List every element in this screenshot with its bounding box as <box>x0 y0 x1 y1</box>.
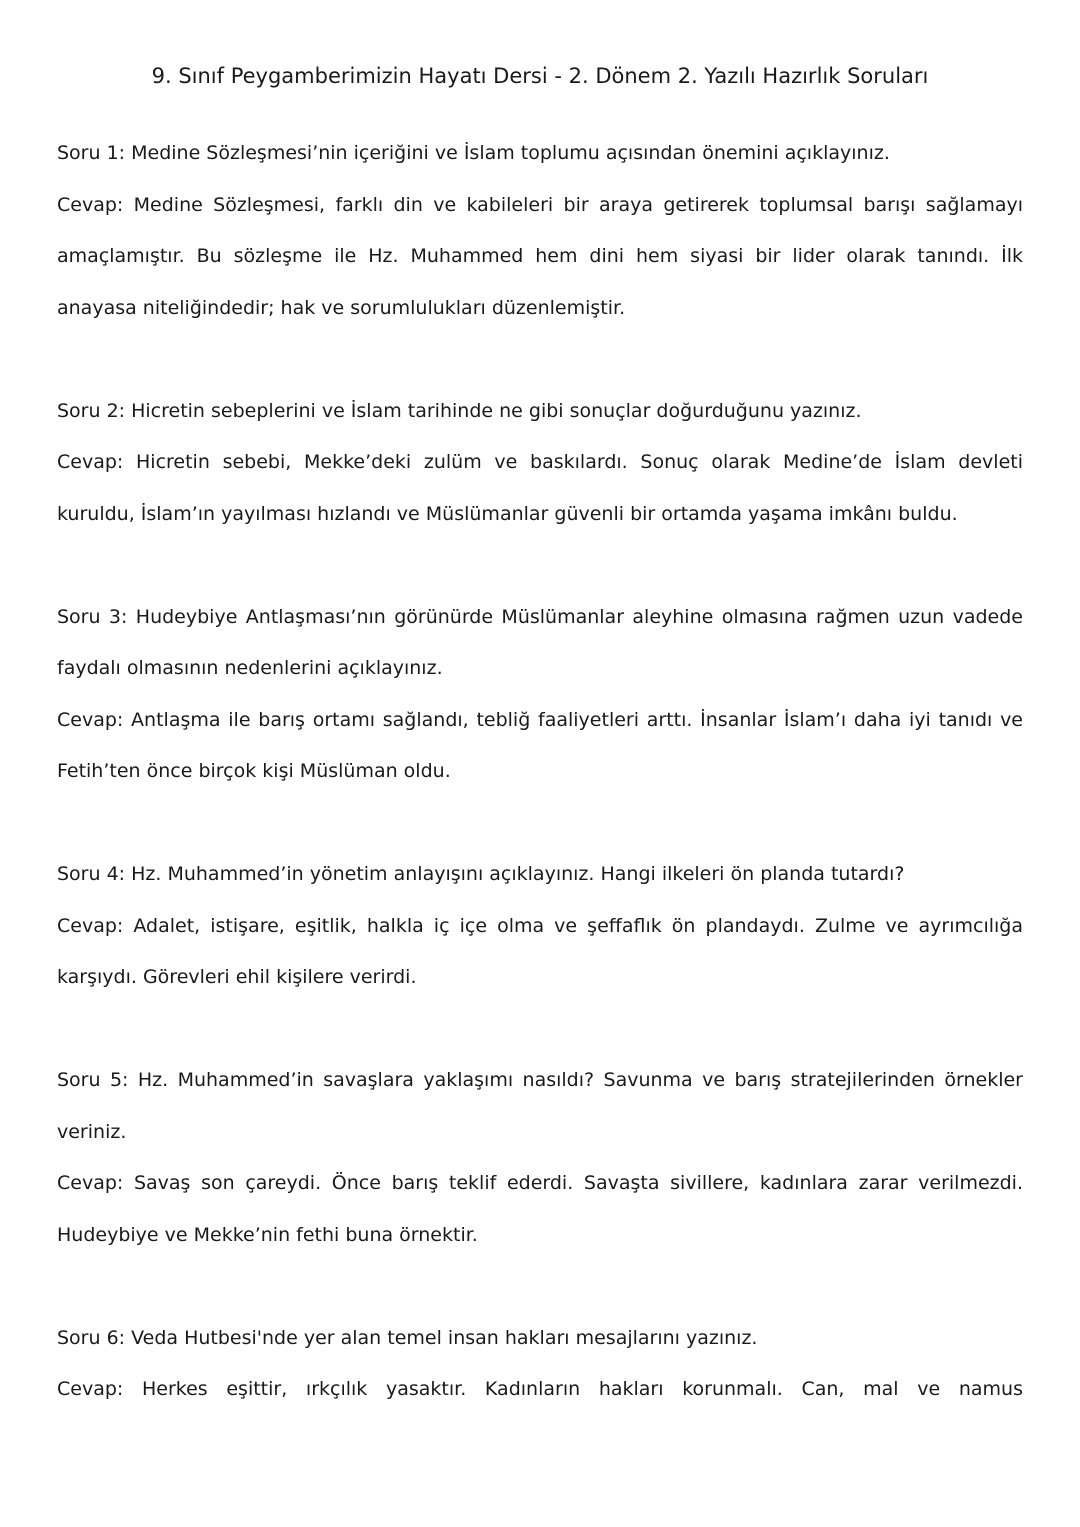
qa-item-5 <box>57 1055 1023 1261</box>
document-body <box>57 128 1023 1467</box>
answer-1: Cevap: Medine Sözleşmesi, farklı din ve kabileleri bir araya getirerek toplumsal barışı sağlamayı amaçlamıştır. Bu sözleşme ile Hz. Muhammed hem dini hem siyasi bir lider olarak tanındı. İlk anayasa niteliğindedir; hak ve sorumlulukları düzenlemiştir. <box>57 193 1023 319</box>
answer-2: Cevap: Hicretin sebebi, Mekke’deki zulüm ve baskılardı. Sonuç olarak Medine’de İslam devleti kuruldu, İslam’ın yayılması hızlandı ve Müslümanlar güvenli bir ortamda yaşama imkânı buldu. <box>57 451 1023 525</box>
page-title: 9. Sınıf Peygamberimizin Hayatı Dersi - 2. Dönem 2. Yazılı Hazırlık Soruları <box>151 64 929 88</box>
qa-item-1 <box>57 128 1023 334</box>
qa-item-4 <box>57 849 1023 1004</box>
question-3: Soru 3: Hudeybiye Antlaşması’nın görünürde Müslümanlar aleyhine olmasına rağmen uzun vadede faydalı olmasının nedenlerini açıklayınız. <box>57 605 1023 679</box>
answer-6: Cevap: Herkes eşittir, ırkçılık yasaktır. Kadınların hakları korunmalı. Can, mal ve namus <box>57 1378 1023 1400</box>
qa-item-2 <box>57 386 1023 541</box>
answer-3: Cevap: Antlaşma ile barış ortamı sağlandı, tebliğ faaliyetleri arttı. İnsanlar İslam’ı daha iyi tanıdı ve Fetih’ten önce birçok kişi Müslüman oldu. <box>57 708 1023 782</box>
answer-4: Cevap: Adalet, istişare, eşitlik, halkla iç içe olma ve şeffaflık ön plandaydı. Zulme ve ayrımcılığa karşıydı. Görevleri ehil kişilere verirdi. <box>57 914 1023 988</box>
question-5: Soru 5: Hz. Muhammed’in savaşlara yaklaşımı nasıldı? Savunma ve barış stratejilerinden örnekler veriniz. <box>57 1069 1023 1143</box>
qa-item-6 <box>57 1313 1023 1416</box>
question-4: Soru 4: Hz. Muhammed’in yönetim anlayışını açıklayınız. Hangi ilkeleri ön planda tutardı? <box>57 863 905 885</box>
question-6: Soru 6: Veda Hutbesi'nde yer alan temel insan hakları mesajlarını yazınız. <box>57 1326 758 1349</box>
question-1: Soru 1: Medine Sözleşmesi’nin içeriğini ve İslam toplumu açısından önemini açıklayınız. <box>57 142 890 164</box>
qa-item-3 <box>57 592 1023 798</box>
question-2: Soru 2: Hicretin sebeplerini ve İslam tarihinde ne gibi sonuçlar doğurduğunu yazınız. <box>57 399 862 422</box>
answer-5: Cevap: Savaş son çareydi. Önce barış teklif ederdi. Savaşta sivillere, kadınlara zarar verilmezdi. Hudeybiye ve Mekke’nin fethi buna örnektir. <box>57 1172 1023 1246</box>
